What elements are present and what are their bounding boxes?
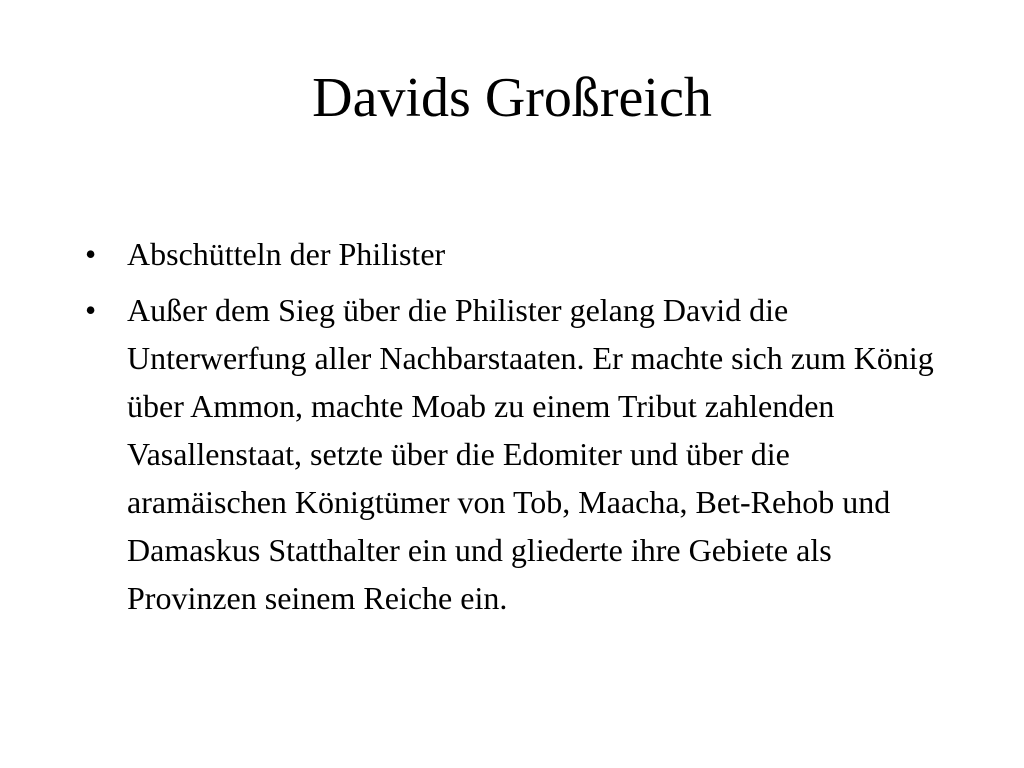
slide-title: Davids Großreich [312, 67, 712, 129]
bullet-text: Abschütteln der Philister [127, 236, 446, 272]
bullet-list [85, 230, 945, 630]
bullet-marker: • [85, 236, 97, 272]
bullet-item [85, 286, 945, 622]
bullet-item [85, 230, 945, 278]
bullet-marker: • [85, 292, 97, 328]
bullet-text: Außer dem Sieg über die Philister gelang David die Unterwerfung aller Nachbarstaaten. Er machte sich zum König über Ammon, machte Moab zu einem Tribut zahlenden Vasallenstaat, setzte über die Edomiter und über die aramäischen Königtümer von Tob, Maacha, Bet-Rehob und Damaskus Statthalter ein und gliederte ihre Gebiete als Provinzen seinem Reiche ein. [127, 292, 934, 616]
